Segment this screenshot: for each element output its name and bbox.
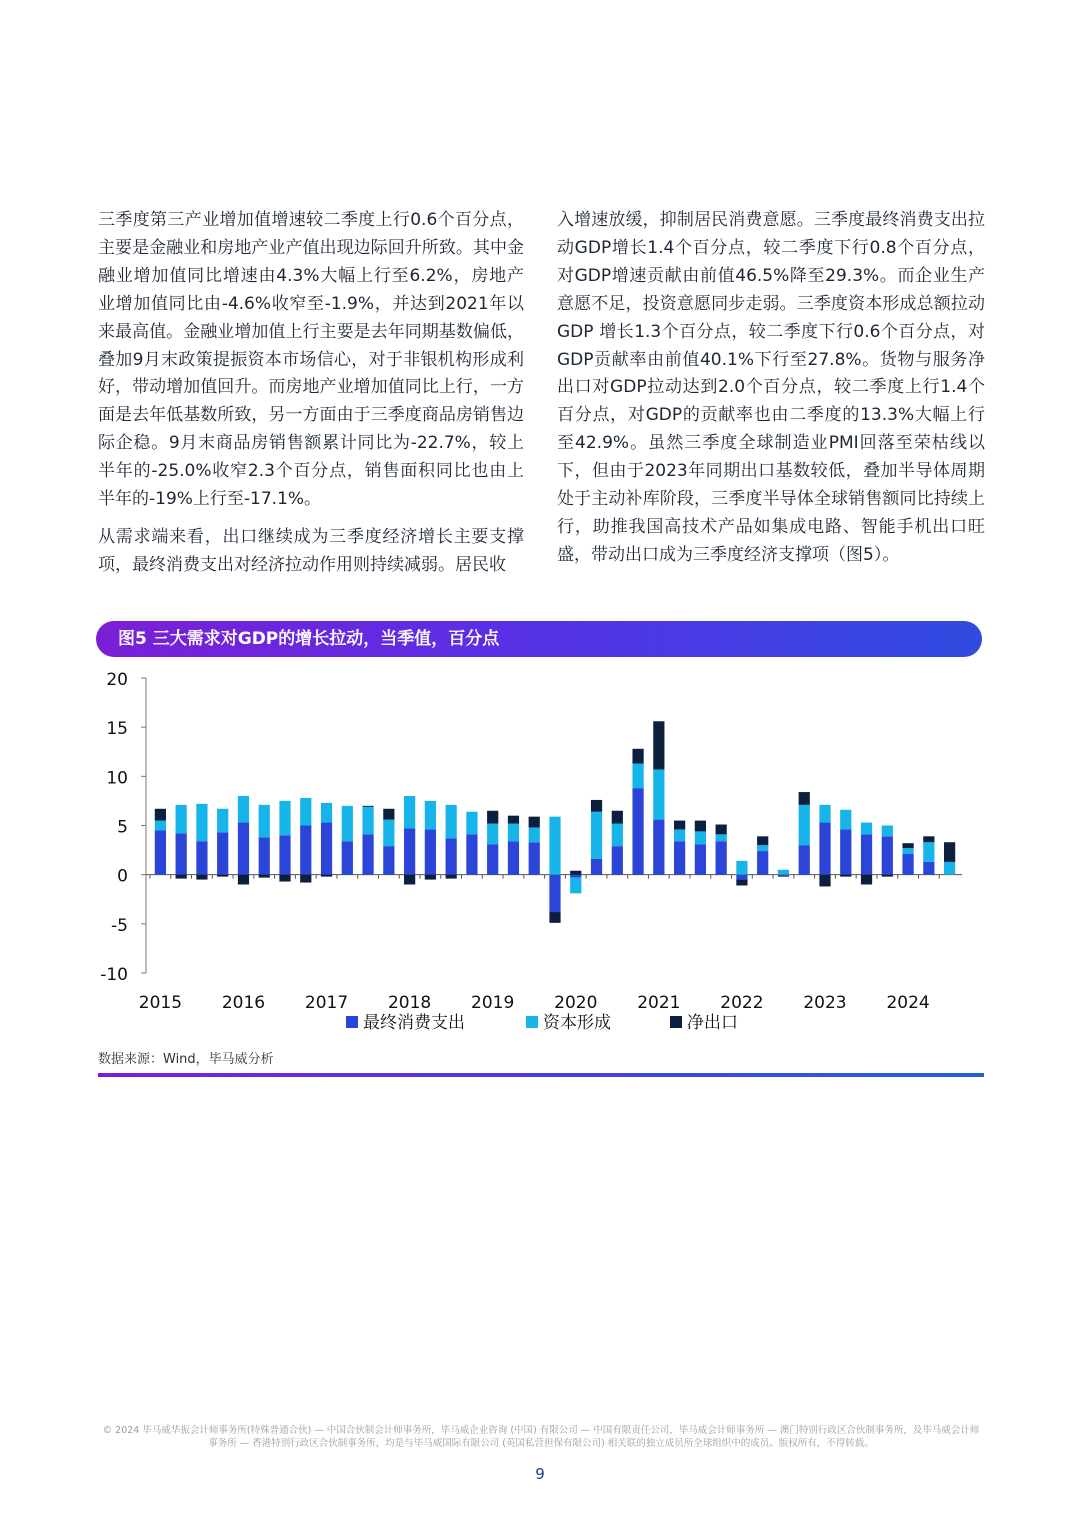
bar-netexport-2015Q3: [196, 875, 207, 880]
x-tick-label: 2021: [637, 993, 681, 1013]
bar-consumption-2023Q3: [861, 834, 872, 874]
bar-netexport-2017Q4: [383, 809, 394, 820]
bar-netexport-2016Q2: [259, 875, 270, 878]
bar-netexport-2021Q4: [716, 825, 727, 835]
bar-consumption-2016Q4: [300, 826, 311, 875]
bar-capital-2015Q2: [176, 805, 187, 834]
bar-capital-2021Q1: [653, 769, 664, 819]
bar-capital-2015Q1: [155, 821, 166, 831]
bar-capital-2021Q4: [716, 834, 727, 841]
bar-consumption-2020Q2: [591, 859, 602, 875]
bar-capital-2022Q2: [757, 845, 768, 851]
bar-capital-2017Q1: [321, 803, 332, 823]
bar-capital-2017Q4: [383, 820, 394, 847]
bar-netexport-2022Q2: [757, 836, 768, 845]
bar-netexport-2023Q1: [819, 875, 830, 887]
legend-label: 资本形成: [543, 1013, 611, 1033]
bar-netexport-2021Q2: [674, 821, 685, 830]
bar-consumption-2017Q1: [321, 823, 332, 875]
bar-capital-2018Q3: [446, 805, 457, 838]
bar-consumption-2024Q1: [902, 854, 913, 875]
x-tick-label: 2020: [554, 993, 598, 1013]
bar-capital-2020Q3: [612, 824, 623, 847]
bar-consumption-2019Q3: [529, 842, 540, 874]
bar-netexport-2016Q3: [279, 875, 290, 882]
bar-capital-2017Q2: [342, 806, 353, 841]
bar-netexport-2015Q4: [217, 875, 228, 877]
y-tick-label: -5: [111, 915, 128, 936]
bar-consumption-2022Q4: [799, 845, 810, 875]
bar-netexport-2015Q1: [155, 809, 166, 821]
bar-consumption-2018Q1: [404, 828, 415, 874]
bar-consumption-2015Q2: [176, 833, 187, 874]
bar-consumption-2019Q4: [549, 875, 560, 912]
x-tick-label: 2017: [304, 993, 349, 1013]
bar-capital-2024Q1: [902, 848, 913, 854]
bar-netexport-2019Q2: [508, 816, 519, 824]
bar-consumption-2020Q4: [632, 788, 643, 875]
x-tick-label: 2016: [221, 993, 266, 1013]
chart-legend: [346, 1013, 738, 1033]
bar-capital-2023Q4: [882, 826, 893, 837]
page-number: 9: [535, 1465, 545, 1483]
bar-consumption-2016Q1: [238, 823, 249, 875]
bar-netexport-2016Q1: [238, 875, 249, 885]
bar-capital-2016Q3: [279, 801, 290, 835]
bar-netexport-2018Q2: [425, 875, 436, 880]
bar-netexport-2015Q2: [176, 875, 187, 879]
y-tick-label: 5: [117, 817, 128, 838]
legend-swatch: [346, 1016, 358, 1028]
bar-consumption-2021Q2: [674, 841, 685, 874]
bar-netexport-2020Q1: [570, 871, 581, 875]
bar-netexport-2017Q1: [321, 875, 332, 877]
x-tick-label: 2018: [387, 993, 432, 1013]
bar-netexport-2017Q3: [362, 806, 373, 807]
bar-capital-2020Q1: [570, 878, 581, 894]
bar-capital-2016Q1: [238, 796, 249, 823]
bar-netexport-2016Q4: [300, 875, 311, 883]
paragraph: 入增速放缓，抑制居民消费意愿。三季度最终消费支出拉动GDP增长1.4个百分点，较二季度下行0.8个百分点，对GDP增速贡献由前值46.5%降至29.3%。而企业生产意愿不足，投资意愿同步走弱。三季度资本形成总额拉动GDP 增长1.3个百分点，较二季度下行0.6个百分点，对GDP贡献率由前值40.1%下行至27.8%。货物与服务净出口对GDP拉动达到2.0个百分点，较二季度上行1.4个百分点，对GDP的贡献率也由二季度的13.3%大幅上行至42.9%。虽然三季度全球制造业PMI回落至荣枯线以下，但由于2023年同期出口基数较低，叠加半导体周期处于主动补库阶段，三季度半导体全球销售额同比持续上行，助推我国高技术产品如集成电路、智能手机出口旺盛，带动出口成为三季度经济支撑项（图5）。: [557, 210, 985, 565]
bar-capital-2024Q3: [944, 862, 955, 875]
x-axis-labels: [139, 993, 930, 1013]
bar-netexport-2018Q1: [404, 875, 415, 885]
body-column-right: [557, 207, 985, 580]
bar-netexport-2023Q2: [840, 875, 851, 877]
bar-capital-2020Q4: [632, 764, 643, 789]
legend-swatch: [670, 1016, 682, 1028]
body-column-left: [98, 207, 524, 590]
bar-capital-2021Q3: [695, 831, 706, 844]
bar-capital-2018Q4: [466, 812, 477, 835]
bar-capital-2016Q2: [259, 805, 270, 837]
legend-label: 最终消费支出: [363, 1013, 465, 1033]
bar-netexport-2022Q1: [736, 880, 747, 886]
bar-netexport-2023Q3: [861, 875, 872, 885]
legal-footer: © 2024 毕马威华振会计师事务所(特殊普通合伙) — 中国合伙制会计师事务所，毕马威企业咨询 (中国) 有限公司 — 中国有限责任公司，毕马威会计师事务所 — 澳门特别行政区合伙制事务所，及毕马威会计师事务所 — 香港特别行政区合伙制事务所，均是与毕马威国际有限公司 (英国私营担保有限公司) 相关联的独立成员所全球组织中的成员。版权所有，不得转载。: [102, 1425, 980, 1449]
x-tick-label: 2015: [138, 993, 183, 1013]
bar-capital-2019Q1: [487, 824, 498, 845]
bar-consumption-2021Q4: [716, 841, 727, 874]
bar-capital-2015Q3: [196, 804, 207, 841]
chart-bars: [155, 721, 955, 923]
bar-consumption-2024Q2: [923, 862, 934, 875]
bar-netexport-2022Q4: [799, 792, 810, 805]
bar-consumption-2020Q1: [570, 875, 581, 878]
x-tick-label: 2019: [471, 993, 515, 1013]
bar-consumption-2017Q2: [342, 841, 353, 874]
bar-consumption-2017Q3: [362, 834, 373, 874]
bar-consumption-2022Q1: [736, 875, 747, 880]
bar-netexport-2019Q4: [549, 912, 560, 923]
bar-netexport-2023Q4: [882, 875, 893, 877]
bar-consumption-2015Q1: [155, 830, 166, 874]
bar-capital-2024Q2: [923, 842, 934, 862]
bar-netexport-2018Q3: [446, 875, 457, 879]
paragraph: 三季度第三产业增加值增速较二季度上行0.6个百分点，主要是金融业和房地产业产值出现边际回升所致。其中金融业增加值同比增速由4.3%大幅上行至6.2%，房地产业增加值同比由-4.6%收窄至-1.9%，并达到2021年以来最高值。金融业增加值上行主要是去年同期基数偏低，叠加9月末政策提振资本市场信心，对于非银机构形成利好，带动增加值回升。而房地产业增加值同比上行，一方面是去年低基数所致，另一方面由于三季度商品房销售边际企稳。9月末商品房销售额累计同比为-22.7%，较上半年的-25.0%收窄2.3个百分点，销售面积同比也由上半年的-19%上行至-17.1%。: [98, 210, 524, 510]
bar-netexport-2020Q3: [612, 811, 623, 824]
bar-consumption-2018Q2: [425, 829, 436, 874]
legend-label: 净出口: [687, 1013, 738, 1033]
y-tick-label: 15: [106, 719, 128, 740]
bar-netexport-2019Q3: [529, 817, 540, 828]
bar-capital-2022Q3: [778, 870, 789, 875]
bar-netexport-2024Q2: [923, 836, 934, 842]
x-tick-label: 2023: [803, 993, 847, 1013]
bar-capital-2019Q3: [529, 827, 540, 842]
bar-consumption-2019Q1: [487, 844, 498, 874]
data-source-note: 数据来源：Wind，毕马威分析: [98, 1052, 274, 1067]
x-tick-label: 2022: [720, 993, 764, 1013]
bar-consumption-2015Q4: [217, 832, 228, 874]
bar-capital-2023Q3: [861, 823, 872, 835]
bar-netexport-2021Q1: [653, 721, 664, 769]
bar-capital-2015Q4: [217, 809, 228, 833]
bar-consumption-2021Q1: [653, 820, 664, 875]
bar-consumption-2020Q3: [612, 846, 623, 875]
bar-capital-2022Q1: [736, 861, 747, 875]
bar-consumption-2017Q4: [383, 846, 394, 875]
legend-swatch: [526, 1016, 538, 1028]
bar-consumption-2016Q3: [279, 835, 290, 874]
x-tick-label: 2024: [886, 993, 930, 1013]
bar-netexport-2024Q1: [902, 843, 913, 848]
y-tick-label: 0: [117, 866, 128, 887]
bar-capital-2023Q2: [840, 810, 851, 830]
bar-netexport-2024Q3: [944, 842, 955, 862]
bar-consumption-2018Q4: [466, 834, 477, 874]
stacked-bar-chart: [0, 660, 1080, 1040]
divider: [98, 1073, 984, 1077]
bar-capital-2021Q2: [674, 829, 685, 841]
bar-capital-2019Q2: [508, 824, 519, 842]
bar-consumption-2023Q1: [819, 823, 830, 875]
bar-capital-2020Q2: [591, 812, 602, 859]
bar-netexport-2019Q1: [487, 811, 498, 824]
bar-consumption-2021Q3: [695, 844, 706, 874]
bar-capital-2018Q1: [404, 796, 415, 828]
bar-consumption-2016Q2: [259, 837, 270, 874]
bar-consumption-2022Q3: [778, 875, 789, 876]
bar-consumption-2023Q2: [840, 829, 851, 874]
bar-consumption-2018Q3: [446, 838, 457, 874]
bar-consumption-2023Q4: [882, 836, 893, 874]
y-tick-label: 10: [106, 768, 128, 789]
bar-capital-2017Q3: [362, 807, 373, 835]
bar-capital-2019Q4: [549, 817, 560, 875]
bar-consumption-2015Q3: [196, 841, 207, 874]
bar-capital-2022Q4: [799, 805, 810, 845]
bar-netexport-2020Q2: [591, 800, 602, 812]
figure-title: 图5 三大需求对GDP的增长拉动，当季值，百分点: [96, 621, 982, 657]
bar-capital-2023Q1: [819, 805, 830, 823]
bar-consumption-2019Q2: [508, 841, 519, 874]
bar-netexport-2021Q3: [695, 821, 706, 832]
bar-netexport-2020Q4: [632, 749, 643, 764]
y-tick-label: -10: [100, 965, 128, 985]
bar-capital-2018Q2: [425, 801, 436, 830]
bar-netexport-2022Q3: [778, 876, 789, 877]
bar-consumption-2022Q2: [757, 851, 768, 875]
paragraph: 从需求端来看，出口继续成为三季度经济增长主要支撑项，最终消费支出对经济拉动作用则持续减弱。居民收: [98, 526, 524, 575]
bar-capital-2016Q4: [300, 798, 311, 826]
y-tick-label: 20: [106, 670, 128, 690]
